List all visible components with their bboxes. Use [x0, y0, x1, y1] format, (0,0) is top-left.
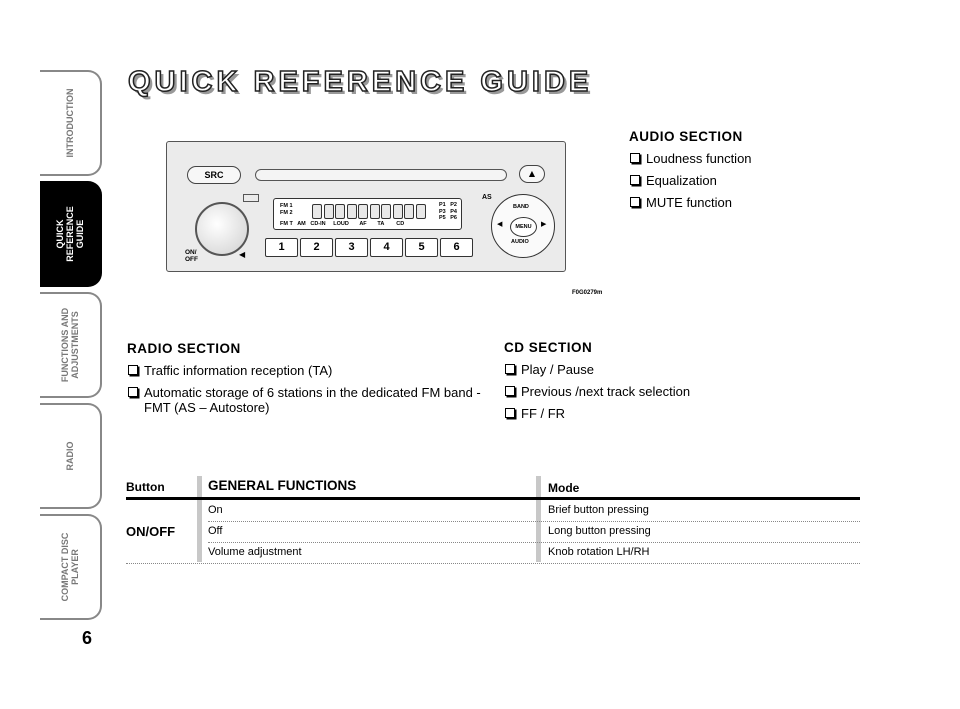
- preset-button-3: 3: [335, 238, 368, 257]
- onoff-label: ON/ OFF: [185, 249, 198, 263]
- battery-icon: [243, 194, 259, 202]
- preset-button-4: 4: [370, 238, 403, 257]
- function-cell: Off: [208, 525, 223, 537]
- table-row: [208, 521, 860, 543]
- figure-caption: F0G0279m: [572, 290, 603, 296]
- table-row: [126, 542, 860, 564]
- tab-compact-disc-player[interactable]: COMPACT DISC PLAYER: [40, 514, 102, 620]
- tab-functions-and-adjustments[interactable]: FUNCTIONS AND ADJUSTMENTS: [40, 292, 102, 398]
- list-item: Loudness function: [629, 151, 929, 166]
- menu-button: MENU: [510, 217, 537, 237]
- list-item: FF / FR: [504, 406, 804, 421]
- eject-icon: ▲: [519, 165, 545, 183]
- list-item: Play / Pause: [504, 362, 804, 377]
- preset-button-2: 2: [300, 238, 333, 257]
- mode-cell: Brief button pressing: [548, 504, 649, 516]
- arrow-left-icon: ◀: [497, 220, 503, 228]
- button-name: ON/OFF: [126, 524, 176, 539]
- display-digits: [312, 204, 427, 221]
- tab-introduction[interactable]: INTRODUCTION: [40, 70, 102, 176]
- tab-radio[interactable]: RADIO: [40, 403, 102, 509]
- display-presets: P1 P2 P3 P4 P5 P6: [438, 202, 457, 221]
- radio-section: [127, 341, 487, 422]
- menu-pad: [491, 194, 555, 258]
- list-item: MUTE function: [629, 195, 929, 210]
- radio-section-heading: RADIO SECTION: [127, 341, 241, 356]
- list-item: Equalization: [629, 173, 929, 188]
- volume-knob: [195, 202, 249, 256]
- function-cell: On: [208, 504, 223, 516]
- header-button: Button: [126, 480, 165, 494]
- audio-label: AUDIO: [511, 239, 529, 245]
- as-label: AS: [482, 194, 492, 201]
- list-item: Previous /next track selection: [504, 384, 804, 399]
- tab-quick-reference-guide[interactable]: QUICK REFERENCE GUIDE: [40, 181, 102, 287]
- display-fm1: FM 1: [280, 203, 293, 209]
- preset-button-6: 6: [440, 238, 473, 257]
- speaker-icon: ◀: [239, 250, 246, 259]
- preset-button-5: 5: [405, 238, 438, 257]
- preset-button-1: 1: [265, 238, 298, 257]
- display-fm2: FM 2: [280, 210, 293, 216]
- cd-section: [504, 340, 804, 428]
- mode-cell: Long button pressing: [548, 525, 651, 537]
- list-item: Automatic storage of 6 stations in the dedicated FM band - FMT (AS – Autostore): [127, 385, 487, 415]
- radio-illustration: [166, 141, 566, 272]
- display-indicators: FM T AM CD-IN LOUD AF TA CD: [280, 221, 405, 227]
- page-number: 6: [82, 628, 93, 648]
- list-item: Traffic information reception (TA): [127, 363, 487, 378]
- audio-section: [629, 129, 929, 217]
- radio-display: [273, 198, 462, 230]
- band-label: BAND: [513, 204, 529, 210]
- header-general-functions: GENERAL FUNCTIONS: [208, 478, 357, 493]
- header-mode: Mode: [548, 481, 580, 495]
- arrow-right-icon: ▶: [541, 220, 547, 228]
- page-title: QUICK REFERENCE GUIDE: [128, 66, 593, 98]
- function-cell: Volume adjustment: [208, 546, 302, 558]
- audio-section-heading: AUDIO SECTION: [629, 129, 743, 144]
- cd-slot: [255, 169, 507, 181]
- src-button: SRC: [187, 166, 241, 184]
- table-row: [208, 500, 860, 522]
- cd-section-heading: CD SECTION: [504, 340, 593, 355]
- mode-cell: Knob rotation LH/RH: [548, 546, 650, 558]
